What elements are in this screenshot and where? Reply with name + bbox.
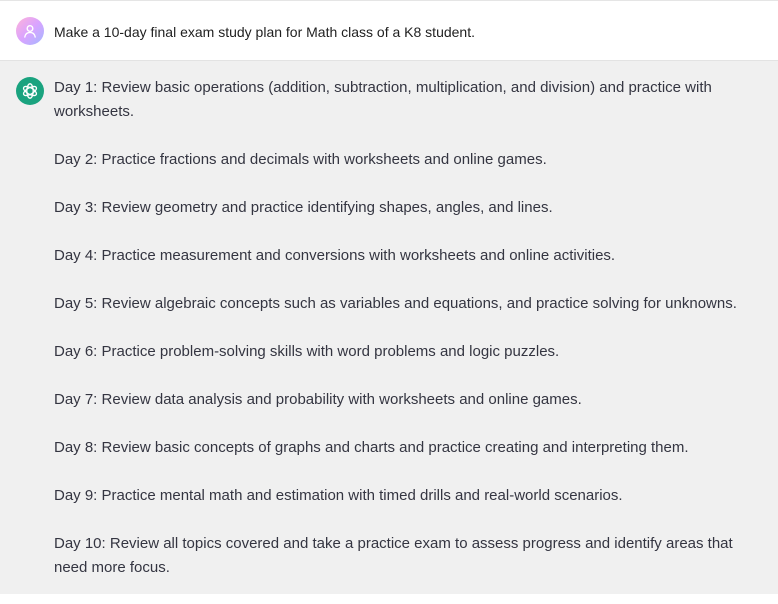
plan-day-10: Day 10: Review all topics covered and take a practice exam to assess progress and identify areas that need more focus. — [54, 535, 733, 576]
user-icon — [16, 17, 44, 45]
user-prompt-text: Make a 10-day final exam study plan for Math class of a K8 student. — [54, 24, 475, 40]
user-message — [0, 0, 778, 60]
assistant-message — [0, 60, 778, 594]
plan-day-7: Day 7: Review data analysis and probability with worksheets and online games. — [54, 391, 582, 408]
plan-day-1: Day 1: Review basic operations (addition, subtraction, multiplication, and division) and practice with worksheets. — [54, 79, 712, 120]
user-icon-glyph — [22, 23, 38, 39]
openai-logo-icon — [16, 77, 44, 105]
response-text — [54, 76, 766, 604]
plan-day-6: Day 6: Practice problem-solving skills with word problems and logic puzzles. — [54, 343, 560, 360]
plan-day-5: Day 5: Review algebraic concepts such as variables and equations, and practice solving for unknowns. — [54, 295, 737, 312]
plan-day-2: Day 2: Practice fractions and decimals with worksheets and online games. — [54, 151, 547, 168]
plan-day-4: Day 4: Practice measurement and conversions with worksheets and online activities. — [54, 247, 616, 264]
plan-day-9: Day 9: Practice mental math and estimation with timed drills and real-world scenarios. — [54, 487, 623, 504]
plan-day-3: Day 3: Review geometry and practice identifying shapes, angles, and lines. — [54, 199, 553, 216]
plan-day-8: Day 8: Review basic concepts of graphs and charts and practice creating and interpreting them. — [54, 439, 689, 456]
openai-logo-glyph — [20, 81, 40, 101]
